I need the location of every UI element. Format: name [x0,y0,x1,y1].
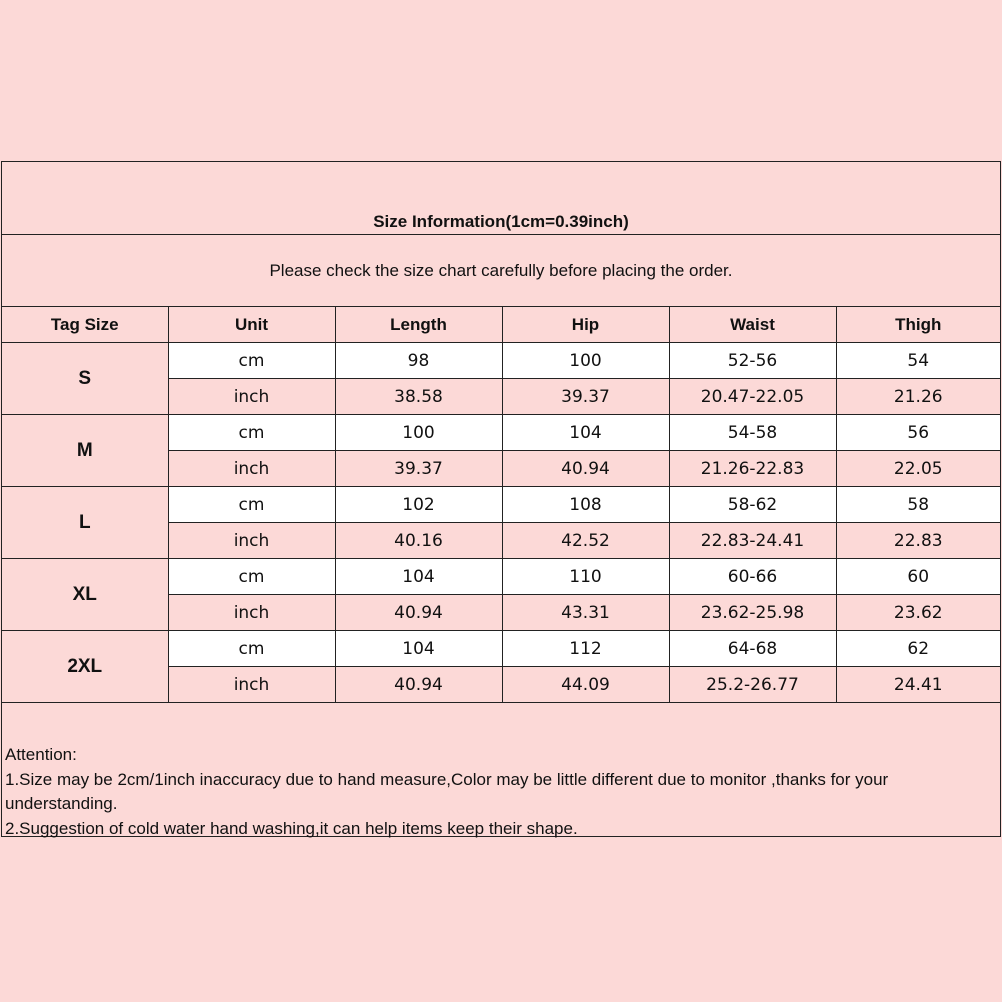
thigh-cell: 24.41 [836,667,1000,703]
table-row [2,487,1000,523]
length-cell: 38.58 [335,379,502,415]
length-cell: 98 [335,343,502,379]
unit-cell: cm [168,631,335,667]
header-tag-size: Tag Size [2,307,168,343]
waist-cell: 22.83-24.41 [669,523,836,559]
attention-note-2: 2.Suggestion of cold water hand washing,it can help items keep their shape. [5,818,578,838]
header-hip: Hip [502,307,669,343]
thigh-cell: 60 [836,559,1000,595]
length-cell: 104 [335,559,502,595]
length-cell: 40.94 [335,595,502,631]
length-cell: 40.16 [335,523,502,559]
length-cell: 102 [335,487,502,523]
unit-cell: inch [168,451,335,487]
waist-cell: 25.2-26.77 [669,667,836,703]
hip-cell: 104 [502,415,669,451]
attention-heading: Attention: [5,745,77,764]
thigh-cell: 58 [836,487,1000,523]
unit-cell: inch [168,379,335,415]
size-table [2,307,1000,703]
hip-cell: 42.52 [502,523,669,559]
unit-cell: cm [168,487,335,523]
hip-cell: 40.94 [502,451,669,487]
order-notice: Please check the size chart carefully before placing the order. [269,261,733,280]
waist-cell: 23.62-25.98 [669,595,836,631]
length-cell: 39.37 [335,451,502,487]
attention-note-1: 1.Size may be 2cm/1inch inaccuracy due to hand measure,Color may be little different due to monitor ,thanks for your understanding. [5,769,889,813]
tag-size-cell: S [2,343,168,415]
thigh-cell: 54 [836,343,1000,379]
table-row [2,415,1000,451]
waist-cell: 64-68 [669,631,836,667]
hip-cell: 110 [502,559,669,595]
waist-cell: 20.47-22.05 [669,379,836,415]
thigh-cell: 22.83 [836,523,1000,559]
thigh-cell: 22.05 [836,451,1000,487]
unit-cell: cm [168,343,335,379]
thigh-cell: 62 [836,631,1000,667]
waist-cell: 52-56 [669,343,836,379]
tag-size-cell: M [2,415,168,487]
hip-cell: 43.31 [502,595,669,631]
thigh-cell: 56 [836,415,1000,451]
table-row [2,343,1000,379]
attention-notes [5,743,999,841]
waist-cell: 60-66 [669,559,836,595]
notice-row [2,235,1000,307]
waist-cell: 54-58 [669,415,836,451]
hip-cell: 44.09 [502,667,669,703]
size-chart-sheet [1,161,1001,837]
tag-size-cell: 2XL [2,631,168,703]
table-row [2,631,1000,667]
hip-cell: 112 [502,631,669,667]
header-waist: Waist [669,307,836,343]
tag-size-cell: L [2,487,168,559]
unit-cell: inch [168,667,335,703]
waist-cell: 21.26-22.83 [669,451,836,487]
hip-cell: 108 [502,487,669,523]
header-unit: Unit [168,307,335,343]
chart-title: Size Information(1cm=0.39inch) [373,212,629,231]
length-cell: 104 [335,631,502,667]
thigh-cell: 23.62 [836,595,1000,631]
table-row [2,559,1000,595]
tag-size-cell: XL [2,559,168,631]
length-cell: 100 [335,415,502,451]
header-length: Length [335,307,502,343]
thigh-cell: 21.26 [836,379,1000,415]
hip-cell: 100 [502,343,669,379]
unit-cell: inch [168,595,335,631]
header-thigh: Thigh [836,307,1000,343]
length-cell: 40.94 [335,667,502,703]
waist-cell: 58-62 [669,487,836,523]
title-row [2,162,1000,235]
unit-cell: inch [168,523,335,559]
unit-cell: cm [168,415,335,451]
header-row [2,307,1000,343]
hip-cell: 39.37 [502,379,669,415]
unit-cell: cm [168,559,335,595]
